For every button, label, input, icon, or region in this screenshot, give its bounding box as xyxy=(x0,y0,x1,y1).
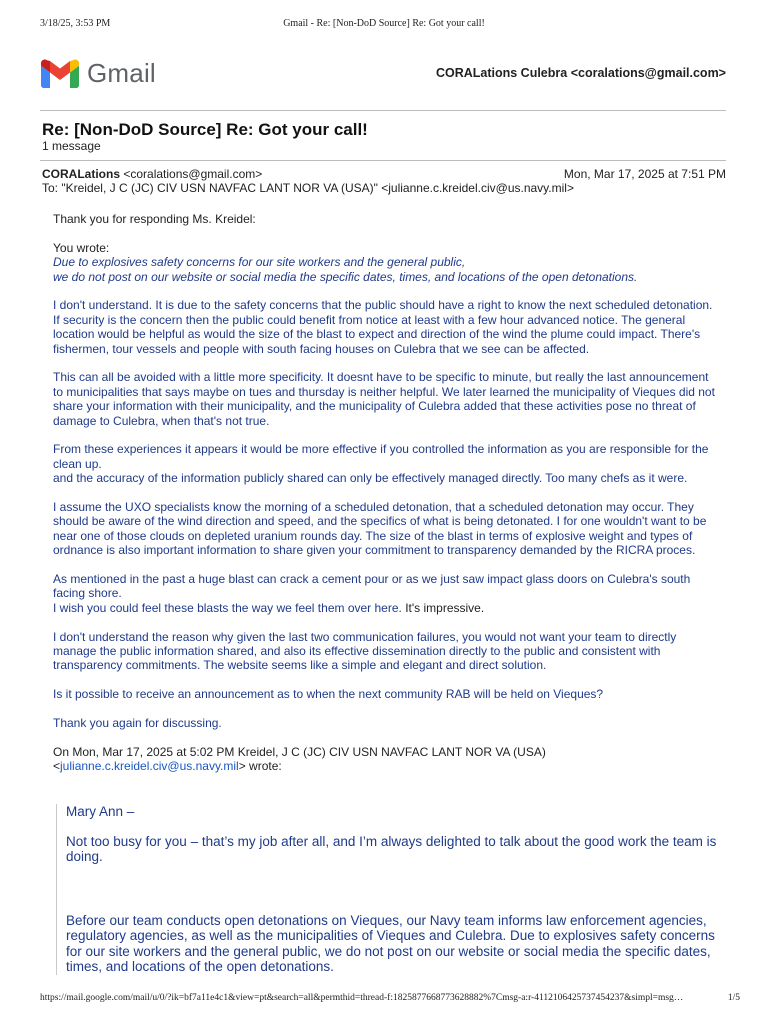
print-datetime: 3/18/25, 3:53 PM xyxy=(40,18,111,29)
message-body xyxy=(53,212,718,788)
thread-subject: Re: [Non-DoD Source] Re: Got your call! xyxy=(42,120,368,139)
paragraph-safety-concerns: I don't understand. It is due to the safety concerns that the public should have a right to know the next scheduled detonation. If security is the concern then the public could benefit from notice at least with a few hour advanced notice. The general location would be helpful as would the size of the blast to expect and direction of the wind the plume could impact. There's fishermen, tour vessels and people with south facing houses on Culebra that we see can be affected. xyxy=(53,298,713,356)
paragraph-control-information xyxy=(53,442,718,485)
print-url: https://mail.google.com/mail/u/0/?ik=bf7a11e4c1&view=pt&search=all&permthid=thread-f:1825877668773628882%7Cmsg-a:r-4112106425737454237&simpl=msg… xyxy=(40,993,684,1003)
paragraph-blast-line-1: As mentioned in the past a huge blast can crack a cement pour or as we just saw impact glass doors on Culebra's south facing shore. xyxy=(53,572,691,601)
gmail-m-icon xyxy=(41,59,79,88)
sender-name: CORALations xyxy=(42,167,120,181)
you-wrote-label: You wrote: xyxy=(53,240,110,255)
paragraph-control-line-2: and the accuracy of the information publicly shared can only be effectively managed directly. Too many chefs as it were. xyxy=(53,471,688,486)
attribution-email-link[interactable]: julianne.c.kreidel.civ@us.navy.mil xyxy=(60,759,239,774)
sender-line xyxy=(42,167,262,181)
attribution-prefix: On Mon, Mar 17, 2025 at 5:02 PM Kreidel, J C (JC) CIV USN NAVFAC LANT NOR VA (USA) < xyxy=(53,744,546,774)
paragraph-specificity: This can all be avoided with a little more specificity. It doesnt have to be specific to minute, but really the last announcement to municipalities that says maybe on tues and thursday is neither helpful. We later learned the municipality of Vieques did not share your information with their municipality, and the municipality of Culebra added that these activities pose no threat of damage to Culebra, when that's not true. xyxy=(53,370,715,428)
paragraph-blast-line-2: I wish you could feel these blasts the way we feel them over here. xyxy=(53,600,402,615)
paragraph-blast-impressive: It's impressive. xyxy=(401,600,485,615)
paragraph-thanks: Thank you again for discussing. xyxy=(53,716,222,731)
quote-attribution xyxy=(53,745,718,774)
greeting: Thank you for responding Ms. Kreidel: xyxy=(53,212,256,226)
quoted-paragraph-2: Before our team conducts open detonations on Vieques, our Navy team informs law enforcement agencies, regulatory agencies, as well as the municipalities of Vieques and Culebra. Due to explosives safety concerns for our site workers and the general public, we do not post on our website or social media the specific dates, times, and locations of the open detonations. xyxy=(66,912,715,974)
page-number: 1/5 xyxy=(727,993,740,1003)
print-title: Gmail - Re: [Non-DoD Source] Re: Got your call! xyxy=(283,18,485,29)
message-count: 1 message xyxy=(42,139,101,153)
account-identity: CORALations Culebra <coralations@gmail.com> xyxy=(435,66,726,80)
paragraph-blast-impact xyxy=(53,572,718,615)
paragraph-rab-question: Is it possible to receive an announcement as to when the next community RAB will be held on Vieques? xyxy=(53,687,604,702)
paragraph-communication-failures: I don't understand the reason why given the last two communication failures, you would not want your team to directly manage the public information shared, and also its effective dissemination directly to the public and consistent with transparency commitments. The website seems like a simple and elegant and direct solution. xyxy=(53,629,677,673)
quoted-message xyxy=(56,804,728,975)
paragraph-control-line-1: From these experiences it appears it would be more effective if you controlled the information as you are responsible for the clean up. xyxy=(53,442,709,471)
you-wrote-block xyxy=(53,241,718,284)
paragraph-uxo-specialists: I assume the UXO specialists know the morning of a scheduled detonation, that a scheduled detonation may occur. They should be aware of the wind direction and speed, and the specifics of what is being detonated. I for one wouldn't want to be near one of those clouds on depleted uranium rounds day. The size of the blast in terms of explosive weight and types of ordnance is also important information to share given your commitment to transparency demanded by the RICRA proces. xyxy=(53,500,707,558)
inline-quote-line-2: we do not post on our website or social media the specific dates, times, and locations of the open detonations. xyxy=(53,269,638,284)
header-divider xyxy=(40,110,726,111)
attribution-suffix: > wrote: xyxy=(238,759,282,774)
recipient-line: To: "Kreidel, J C (JC) CIV USN NAVFAC LANT NOR VA (USA)" <julianne.c.kreidel.civ@us.navy.mil> xyxy=(42,181,574,195)
gmail-wordmark: Gmail xyxy=(87,58,156,88)
sender-email: <coralations@gmail.com> xyxy=(123,167,263,181)
gmail-logo[interactable] xyxy=(41,58,156,89)
subject-divider xyxy=(40,160,726,161)
inline-quote-line-1: Due to explosives safety concerns for our site workers and the general public, xyxy=(53,255,466,270)
quoted-paragraph-1: Not too busy for you – that’s my job after all, and I’m always delighted to talk about the good work the team is doing. xyxy=(66,833,717,864)
message-date: Mon, Mar 17, 2025 at 7:51 PM xyxy=(563,167,726,181)
quoted-salutation: Mary Ann – xyxy=(66,804,135,819)
